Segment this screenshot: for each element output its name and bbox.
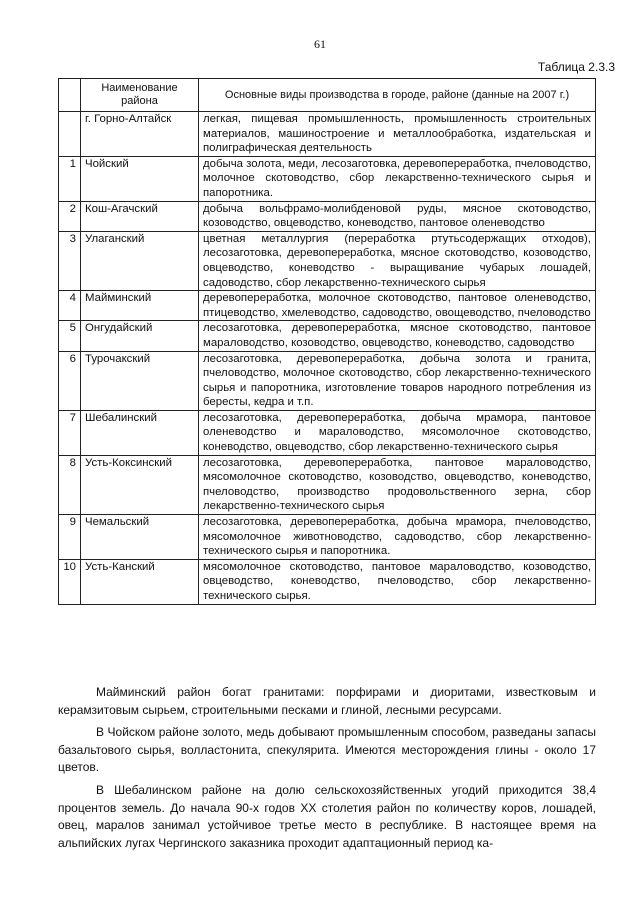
district-name: Чойский [81,156,199,201]
district-name: г. Горно-Алтайск [81,112,199,157]
table-row [59,515,596,560]
production-description: цветная металлургия (переработка ртутьсодержащих отходов), лесозаготовка, деревопереработка, мясное скотоводство, козоводство, овцеводство, коневодство - выращивание чубарых лошадей, садоводство, сбор лекарственно-технического сырья [199,231,596,290]
table-row [59,112,596,157]
production-table [58,78,596,605]
header-production-types: Основные виды производства в городе, районе (данные на 2007 г.) [199,79,596,112]
row-number: 2 [59,201,81,231]
production-description: добыча вольфрамо-молибденовой руды, мясное скотоводство, козоводство, овцеводство, коневодство, пантовое оленеводство [199,201,596,231]
district-name: Майминский [81,291,199,321]
row-number: 7 [59,410,81,455]
production-description: деревопереработка, молочное скотоводство, пантовое оленеводство, птицеводство, хмелеводство, садоводство, овощеводство, пчеловодство [199,291,596,321]
paragraph: В Чойском районе золото, медь добывают промышленным способом, разведаны запасы базальтового сырья, волластонита, спекулярита. Имеются месторождения глины - около 17 цветов. [58,725,596,775]
row-number: 5 [59,321,81,351]
production-description: легкая, пищевая промышленность, промышленность строительных материалов, машиностроение и металлообработка, издательская и полиграфическая деятельность [199,112,596,157]
table-row [59,156,596,201]
row-number: 4 [59,291,81,321]
paragraph: В Шебалинском районе на долю сельскохозяйственных угодий приходится 38,4 процентов земель. До начала 90-х годов XX столетия район по количеству коров, лошадей, овец, маралов занимал устойчивое третье место в республике. В настоящее время на альпийских лугах Чергинского заказника проходит адаптационный период ка- [58,782,596,850]
table-row [59,559,596,604]
production-description: добыча золота, меди, лесозаготовка, деревопереработка, пчеловодство, молочное скотоводство, сбор лекарственно-технического сырья и папоротника. [199,156,596,201]
production-description: лесозаготовка, деревопереработка, добыча мрамора, пантовое оленеводство и мараловодство, мясомолочное скотоводство, коневодство, овцеводство, сбор лекарственно-технического сырья [199,410,596,455]
table-header-row [59,79,596,112]
page-number: 61 [314,37,326,51]
district-name: Кош-Агачский [81,201,199,231]
district-name: Шебалинский [81,410,199,455]
district-name: Чемальский [81,515,199,560]
table-row [59,201,596,231]
district-name: Онгудайский [81,321,199,351]
body-text [58,684,596,857]
row-number: 8 [59,455,81,514]
production-description: мясомолочное скотоводство, пантовое мараловодство, козоводство, овцеводство, коневодство, пчеловодство, сбор лекарственно-технического сырья. [199,559,596,604]
row-number: 10 [59,559,81,604]
district-name: Усть-Канский [81,559,199,604]
row-number [59,112,81,157]
production-description: лесозаготовка, деревопереработка, пантовое мараловодство, мясомолочное скотоводство, козоводство, овцеводство, коневодство, пчеловодство, производство продовольственного зерна, сбор лекарственно-технического сырья [199,455,596,514]
table-row [59,351,596,410]
paragraph: Майминский район богат гранитами: порфирами и диоритами, известковым и керамзитовым сырьем, строительными песками и глиной, лесными ресурсами. [58,685,596,717]
row-number: 3 [59,231,81,290]
header-district-name: Наименование района [81,79,199,112]
table-row [59,231,596,290]
production-description: лесозаготовка, деревопереработка, добыча мрамора, пчеловодство, мясомолочное животноводство, садоводство, сбор лекарственно-технического сырья и папоротника. [199,515,596,560]
table-row [59,321,596,351]
district-name: Улаганский [81,231,199,290]
production-description: лесозаготовка, деревопереработка, мясное скотоводство, пантовое мараловодство, козоводство, овцеводство, коневодство, садоводство [199,321,596,351]
row-number: 9 [59,515,81,560]
table-row [59,455,596,514]
district-name: Усть-Коксинский [81,455,199,514]
district-name: Турочакский [81,351,199,410]
row-number: 6 [59,351,81,410]
header-number-cell [59,79,81,112]
table-row [59,410,596,455]
table-body [59,112,596,605]
row-number: 1 [59,156,81,201]
table-caption: Таблица 2.3.3 [537,60,615,74]
production-description: лесозаготовка, деревопереработка, добыча золота и гранита, пчеловодство, молочное скотоводство, сбор лекарственно-технического сырья и папоротника, изготовление товаров народного потребления из бересты, кедра и т.п. [199,351,596,410]
table-row [59,291,596,321]
